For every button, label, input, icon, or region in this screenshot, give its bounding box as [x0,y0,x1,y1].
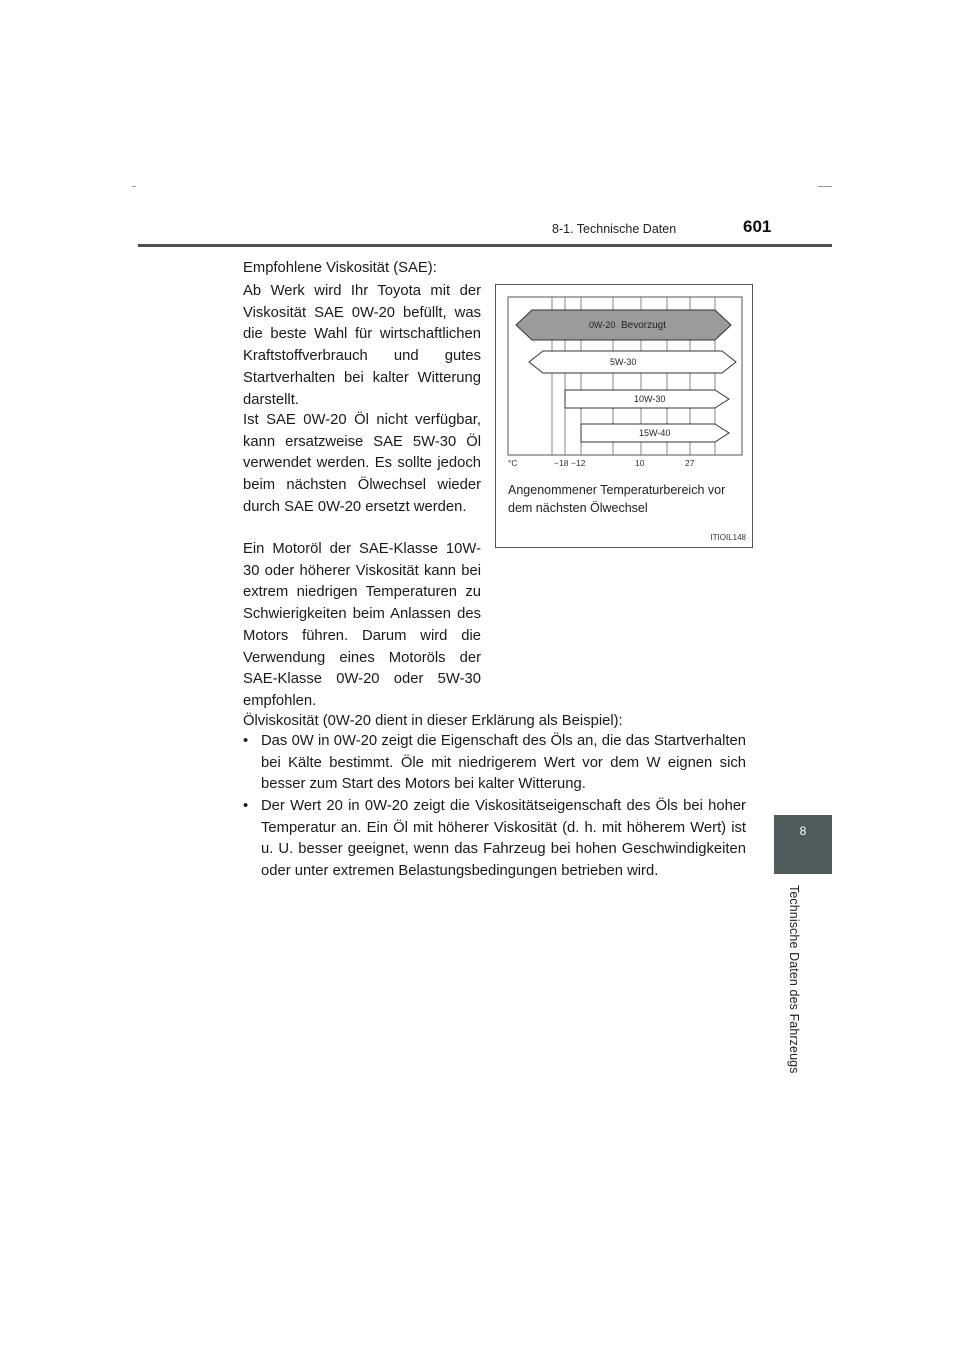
paragraph-factory-fill: Ab Werk wird Ihr Toyota mit der Viskosität SAE 0W-20 befüllt, was die beste Wahl für wirtschaftlichen Kraftstoffverbrauch und gutes Startverhalten bei kalter Witterung darstellt. [243,283,481,408]
tick-label: 27 [685,458,695,468]
tick-label: −18 [554,458,569,468]
section-title: 8-1. Technische Daten [552,222,677,236]
chapter-number: 8 [799,824,807,838]
crop-mark-right [818,186,832,187]
bullet-text: Der Wert 20 in 0W-20 zeigt die Viskositätseigenschaft des Öls bei hoher Temperatur an. Ein Öl mit höherer Viskosität (d. h. mit höherem Wert) ist u. U. besser geeignet, wenn das Fahrzeug bei hohen Geschwindigkeiten oder unter extremen Belastungsbedingungen betrieben wird. [261,798,746,880]
grade-label-15w40: 15W-40 [639,428,671,438]
bullet-icon: • [243,798,249,814]
recommended-viscosity-heading: Empfohlene Viskosität (SAE): [243,260,437,276]
figure-caption: Angenommener Temperaturbereich vor dem nächsten Ölwechsel [508,483,726,515]
bullet-text: Das 0W in 0W-20 zeigt die Eigenschaft des Öls an, die das Startverhalten bei Kälte bestimmt. Öle mit niedrigerem Wert vor dem W eignen sich besser zum Start des Motors bei kalter Witterung. [261,733,746,793]
axis-unit-label: °C [508,458,518,468]
bullet-icon: • [243,733,249,749]
page-number: 601 [743,217,772,236]
tick-label: −12 [571,458,586,468]
bullet-item-cold-start [243,731,746,796]
paragraph-high-viscosity-warning: Ein Motoröl der SAE-Klasse 10W-30 oder höherer Viskosität kann bei extrem niedrigen Temperaturen zu Schwierigkeiten beim Anlassen des Motors führen. Darum wird die Verwendung eines Motoröls der SAE-Klasse 0W-20 oder 5W-30 empfohlen. [243,541,481,709]
viscosity-temperature-chart [495,284,753,548]
grade-label-10w30: 10W-30 [634,394,666,404]
crop-mark-left [132,186,136,187]
chapter-title: Technische Daten des Fahrzeugs [787,885,801,1074]
paragraph-viscosity-explanation: Ölviskosität (0W-20 dient in dieser Erklärung als Beispiel): [243,713,623,729]
paragraph-substitute-oil: Ist SAE 0W-20 Öl nicht verfügbar, kann ersatzweise SAE 5W-30 Öl verwendet werden. Es sollte jedoch beim nächsten Ölwechsel wieder durch SAE 0W-20 ersetzt werden. [243,412,481,515]
grade-label-5w30: 5W-30 [610,357,637,367]
preferred-label: Bevorzugt [621,320,667,331]
bullet-item-high-temp [243,796,746,883]
viscosity-chart-graphic [496,285,752,485]
tick-label: 10 [635,458,645,468]
figure-code: ITIOIL148 [710,533,746,542]
grade-label-0w20: 0W-20 [589,320,616,330]
header-rule [138,244,832,247]
